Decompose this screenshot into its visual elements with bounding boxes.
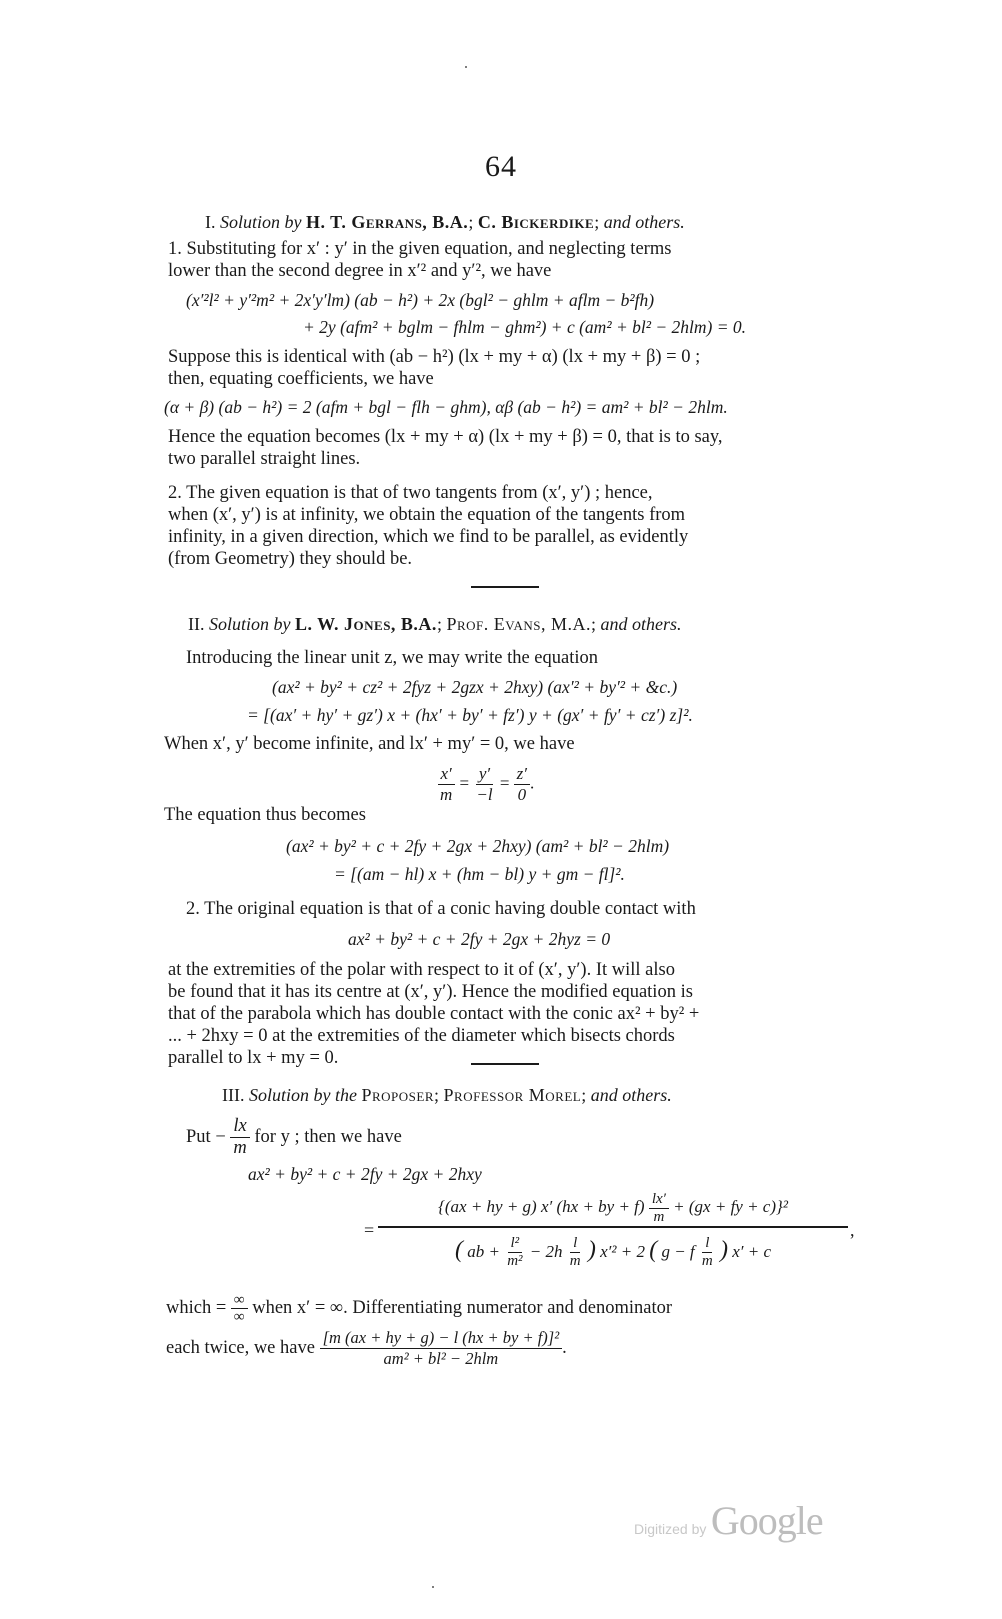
scan-speck	[432, 1586, 434, 1588]
solution-by-label: Solution by	[209, 614, 291, 634]
text-line: Suppose this is identical with (ab − h²) (lx + my + α) (lx + my + β) = 0 ;	[168, 347, 701, 367]
text-line: two parallel straight lines.	[168, 449, 361, 469]
text-line: (from Geometry) they should be.	[168, 549, 413, 569]
author-name: C. Bickerdike	[477, 212, 595, 232]
author-name: L. W. Jones, B.A.	[295, 614, 437, 634]
text-line: when (x′, y′) is at infinity, we obtain the equation of the tangents from	[168, 505, 686, 525]
google-logo: Google	[710, 1498, 823, 1543]
comma: ,	[850, 1220, 855, 1240]
section-numeral: I.	[205, 212, 216, 232]
fraction: $\frac{l}{m}$	[701, 1235, 713, 1270]
equals-sign: =	[364, 1220, 375, 1240]
section-numeral: II.	[188, 614, 205, 634]
equation-line: = [(am − hl) x + (hm − bl) y + gm − fl]².	[334, 864, 625, 884]
text-line: infinity, in a given direction, which we find to be parallel, as evidently	[168, 527, 689, 547]
solution-iii-heading	[222, 1085, 672, 1106]
solution-ii-para5	[168, 959, 878, 1069]
solution-i-para2	[168, 346, 878, 390]
fraction: $\frac{lx}{m}$	[230, 1116, 249, 1159]
and-others-label: and others.	[590, 1085, 672, 1105]
page-number: 64	[485, 150, 517, 183]
each-twice-line: each twice, we have $\frac{\text{[m (ax + hy + g) − l (hx + by + f)]²}}{\text{am² + bl² − 2hlm}}$ .	[166, 1328, 567, 1368]
solution-by-label: Solution by	[220, 212, 302, 232]
which-line: which = $\frac{\infty}{\infty}$ when x′ = ∞. Differentiating numerator and denominator	[166, 1292, 673, 1325]
solution-i-para4	[168, 482, 878, 570]
text-line: that of the parabola which has double contact with the conic ax² + by² +	[168, 1004, 700, 1024]
author-name: Professor Morel	[443, 1085, 582, 1105]
solution-i-para3	[168, 426, 878, 470]
fraction: $\frac{l}{m}$	[569, 1235, 581, 1270]
text-line: The equation thus becomes	[164, 805, 366, 825]
text-line: ... + 2hxy = 0 at the extremities of the diameter which bisects chords	[168, 1026, 675, 1046]
text-line: then, equating coefficients, we have	[168, 369, 434, 389]
and-others-label: and others.	[603, 212, 685, 232]
denominator: ( ab + $\frac{\text{l²}}{\text{m²}}$ − 2h $\frac{l}{m}$ ) x′² + 2 ( g − f $\frac{l}{m}$ ) x′ + c	[454, 1235, 772, 1270]
text-line: lower than the second degree in x′² and y′², we have	[168, 261, 552, 281]
section-divider	[471, 586, 539, 588]
solution-ii-heading	[188, 614, 682, 635]
text-line: Introducing the linear unit z, we may write the equation	[186, 648, 599, 668]
separator: ;	[434, 1085, 440, 1105]
separator: ;	[594, 212, 600, 232]
equation-line: ax² + by² + c + 2fy + 2gx + 2hxy	[248, 1164, 482, 1184]
text-line: parallel to lx + my = 0.	[168, 1048, 339, 1068]
fraction: $\frac{z'}{0}$	[514, 764, 530, 805]
equation-line: (ax² + by² + c + 2fy + 2gx + 2hxy) (am² + bl² − 2hlm)	[286, 836, 670, 856]
digitized-watermark: Digitized by Google	[634, 1498, 823, 1543]
section-divider	[471, 1063, 539, 1065]
fraction: $\frac{lx'}{m}$	[649, 1191, 669, 1226]
text-line: be found that it has its centre at (x′, y′). Hence the modified equation is	[168, 982, 693, 1002]
equation-line: = [(ax′ + hy′ + gz′) x + (hx′ + by′ + fz′) y + (gx′ + fy′ + cz′) z]².	[247, 705, 693, 725]
section-numeral: III.	[222, 1085, 245, 1105]
equation-line: ax² + by² + c + 2fy + 2gx + 2hyz = 0	[348, 929, 611, 949]
equation-line: (ax² + by² + cz² + 2fyz + 2gzx + 2hxy) (ax′² + by′² + &c.)	[272, 677, 678, 697]
text-line: 2. The original equation is that of a conic having double contact with	[186, 899, 696, 919]
separator: ;	[436, 614, 442, 634]
text-line: 2. The given equation is that of two tangents from (x′, y′) ; hence,	[168, 483, 653, 503]
text-line: Hence the equation becomes (lx + my + α) (lx + my + β) = 0, that is to say,	[168, 427, 723, 447]
numerator: {(ax + hy + g) x′ (hx + by + f) $\frac{lx'}{m}$ + (gx + fy + c)}²	[438, 1190, 788, 1225]
author-name: Prof. Evans, M.A.	[446, 614, 591, 634]
text-line: 1. Substituting for x′ : y′ in the given equation, and neglecting terms	[168, 239, 672, 259]
equation-line: (α + β) (ab − h²) = 2 (afm + bgl − flh − ghm), αβ (ab − h²) = am² + bl² − 2hlm.	[164, 397, 728, 417]
fraction: $\frac{\text{[m (ax + hy + g) − l (hx + by + f)]²}}{\text{am² + bl² − 2hlm}}$	[320, 1328, 563, 1369]
equation-line: (x′²l² + y′²m² + 2x′y′lm) (ab − h²) + 2x (bgl² − ghlm + aflm − b²fh)	[186, 290, 655, 310]
text-line: at the extremities of the polar with respect to it of (x′, y′). It will also	[168, 960, 675, 980]
put-line: Put − $\frac{lx}{m}$ for y ; then we have	[186, 1116, 402, 1158]
scan-speck	[465, 66, 467, 68]
text-line: When x′, y′ become infinite, and lx′ + my′ = 0, we have	[164, 734, 575, 754]
big-fraction	[378, 1188, 848, 1272]
solution-i-heading	[205, 212, 685, 233]
fraction: $\frac{y'}{-l}$	[476, 764, 493, 804]
fraction: $\frac{\infty}{\infty}$	[231, 1292, 248, 1325]
and-others-label: and others.	[600, 614, 682, 634]
fraction: $\frac{x'}{m}$	[437, 764, 455, 805]
equation-line: + 2y (afm² + bglm − fhlm − ghm²) + c (am² + bl² − 2hlm) = 0.	[303, 317, 747, 337]
author-name: H. T. Gerrans, B.A.	[306, 212, 469, 232]
fraction: $\frac{\text{l²}}{\text{m²}}$	[507, 1235, 523, 1270]
author-name: Proposer	[361, 1085, 434, 1105]
ratio-equation: $\frac{x'}{m}$ = $\frac{y'}{-l}$ = $\frac{z'}{0}$ .	[437, 764, 534, 805]
separator: ;	[581, 1085, 587, 1105]
separator: ;	[468, 212, 474, 232]
solution-i-para1	[168, 238, 878, 282]
solution-by-label: Solution by the	[248, 1085, 357, 1105]
separator: ;	[590, 614, 596, 634]
